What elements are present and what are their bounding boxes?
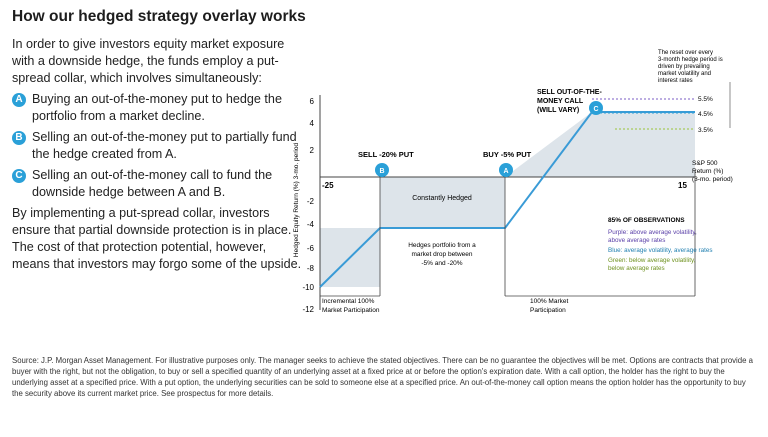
point-a-letter: A (503, 168, 509, 175)
sell-call-label-1: SELL OUT-OF-THE- (537, 89, 602, 96)
obs-green-1: Green: below average volatility, (608, 257, 696, 264)
footnote: Source: J.P. Morgan Asset Management. For illustrative purposes only. The manager seeks to achieve the stated objectives. There can be no guarantee the objectives will be met. Options are contracts that provide a buyer with the right, but not the obligation, to buy or sell a specified quantity of an underlying asset at a fixed price at or before the option's expiration date. With a call option, the holder has the right to buy the underlying asset at a specified price. With a put option, the underlying securities can be sold to someone else at a specified price. An out-of-the-money call option means the option holder has the opportunity to buy the security above its current market price. See prospectus for more details. (12, 356, 753, 398)
x-max-label: 15 (678, 181, 687, 190)
page-title: How our hedged strategy overlay works (12, 8, 306, 25)
step-c (12, 167, 304, 201)
upside-shade (505, 112, 695, 177)
step-b (12, 129, 304, 163)
cap-green-label: 3.5% (698, 127, 713, 134)
reset-note-1: The reset over every (658, 50, 714, 56)
cap-purple-label: 5.5% (698, 96, 713, 103)
hedges-label-1: Hedges portfolio from a (408, 242, 476, 249)
explanation-panel (12, 36, 304, 277)
obs-blue-1: Blue: average volatility, average rates (608, 247, 713, 254)
hedges-label-2: market drop between (411, 251, 473, 258)
y-axis-label: Hedged Equity Return (%) 3-mo. period (293, 142, 300, 258)
y-tick-4: 4 (309, 119, 314, 128)
y-tick-neg8: -8 (306, 264, 314, 273)
collar-diagram-svg (293, 40, 768, 330)
sell-call-label-2: MONEY CALL (537, 98, 584, 105)
step-a-text: Buying an out-of-the-money put to hedge the portfolio from a market decline. (32, 92, 282, 123)
y-tick-neg10: -10 (302, 283, 314, 292)
sell-call-label-3: (WILL VARY) (537, 107, 580, 114)
badge-a: A (12, 93, 26, 107)
badge-b: B (12, 131, 26, 145)
reset-note-3: driven by prevailing (658, 64, 710, 70)
obs-purple-2: above average rates (608, 237, 666, 244)
x-min-label: -25 (322, 181, 334, 190)
incremental-label-1: Incremental 100% (322, 298, 375, 305)
step-c-text: Selling an out-of-the-money call to fund the downside hedge between A and B. (32, 168, 273, 199)
collar-diagram (293, 40, 768, 330)
x-label-2: Return (%) (692, 168, 724, 175)
buy-put-label: BUY -5% PUT (483, 150, 532, 159)
x-label-3: (3-mo. period) (692, 176, 733, 183)
conclusion-text: By implementing a put-spread collar, investors ensure that partial downside protection is in place. The cost of that protection potential, however, means that investors may forgo some of the upside. (12, 206, 302, 271)
reset-note-2: 3-month hedge period is (658, 57, 723, 63)
intro-text: In order to give investors equity market exposure with a downside hedge, the funds employ a put-spread collar, which involves simultaneously: (12, 37, 285, 85)
full-label-2: Participation (530, 307, 566, 314)
step-a (12, 91, 304, 125)
incremental-label-2: Market Participation (322, 307, 380, 314)
hedged-shade (380, 177, 505, 228)
y-tick-neg6: -6 (306, 244, 314, 253)
y-tick-neg4: -4 (306, 220, 314, 229)
point-c-letter: C (593, 106, 599, 113)
badge-c: C (12, 169, 26, 183)
point-b-letter: B (379, 168, 385, 175)
hedges-label-3: -5% and -20% (421, 260, 463, 267)
y-tick-neg12: -12 (302, 305, 314, 314)
obs-purple-1: Purple: above average volatility, (608, 229, 697, 236)
y-tick-neg2: -2 (306, 197, 314, 206)
step-b-text: Selling an out-of-the-money put to partially fund the hedge created from A. (32, 130, 297, 161)
cap-blue-label: 4.5% (698, 111, 713, 118)
reset-note-4: market volatility and (658, 71, 712, 77)
full-label-1: 100% Market (530, 298, 569, 305)
reset-note-5: interest rates (658, 78, 693, 84)
obs-title: 85% OF OBSERVATIONS (608, 217, 685, 224)
y-tick-2: 2 (309, 146, 314, 155)
sell-put-label: SELL -20% PUT (358, 150, 414, 159)
constantly-hedged-label: Constantly Hedged (412, 195, 472, 202)
x-label-1: S&P 500 (692, 160, 718, 167)
obs-green-2: below average rates (608, 265, 665, 272)
y-tick-6: 6 (309, 97, 314, 106)
